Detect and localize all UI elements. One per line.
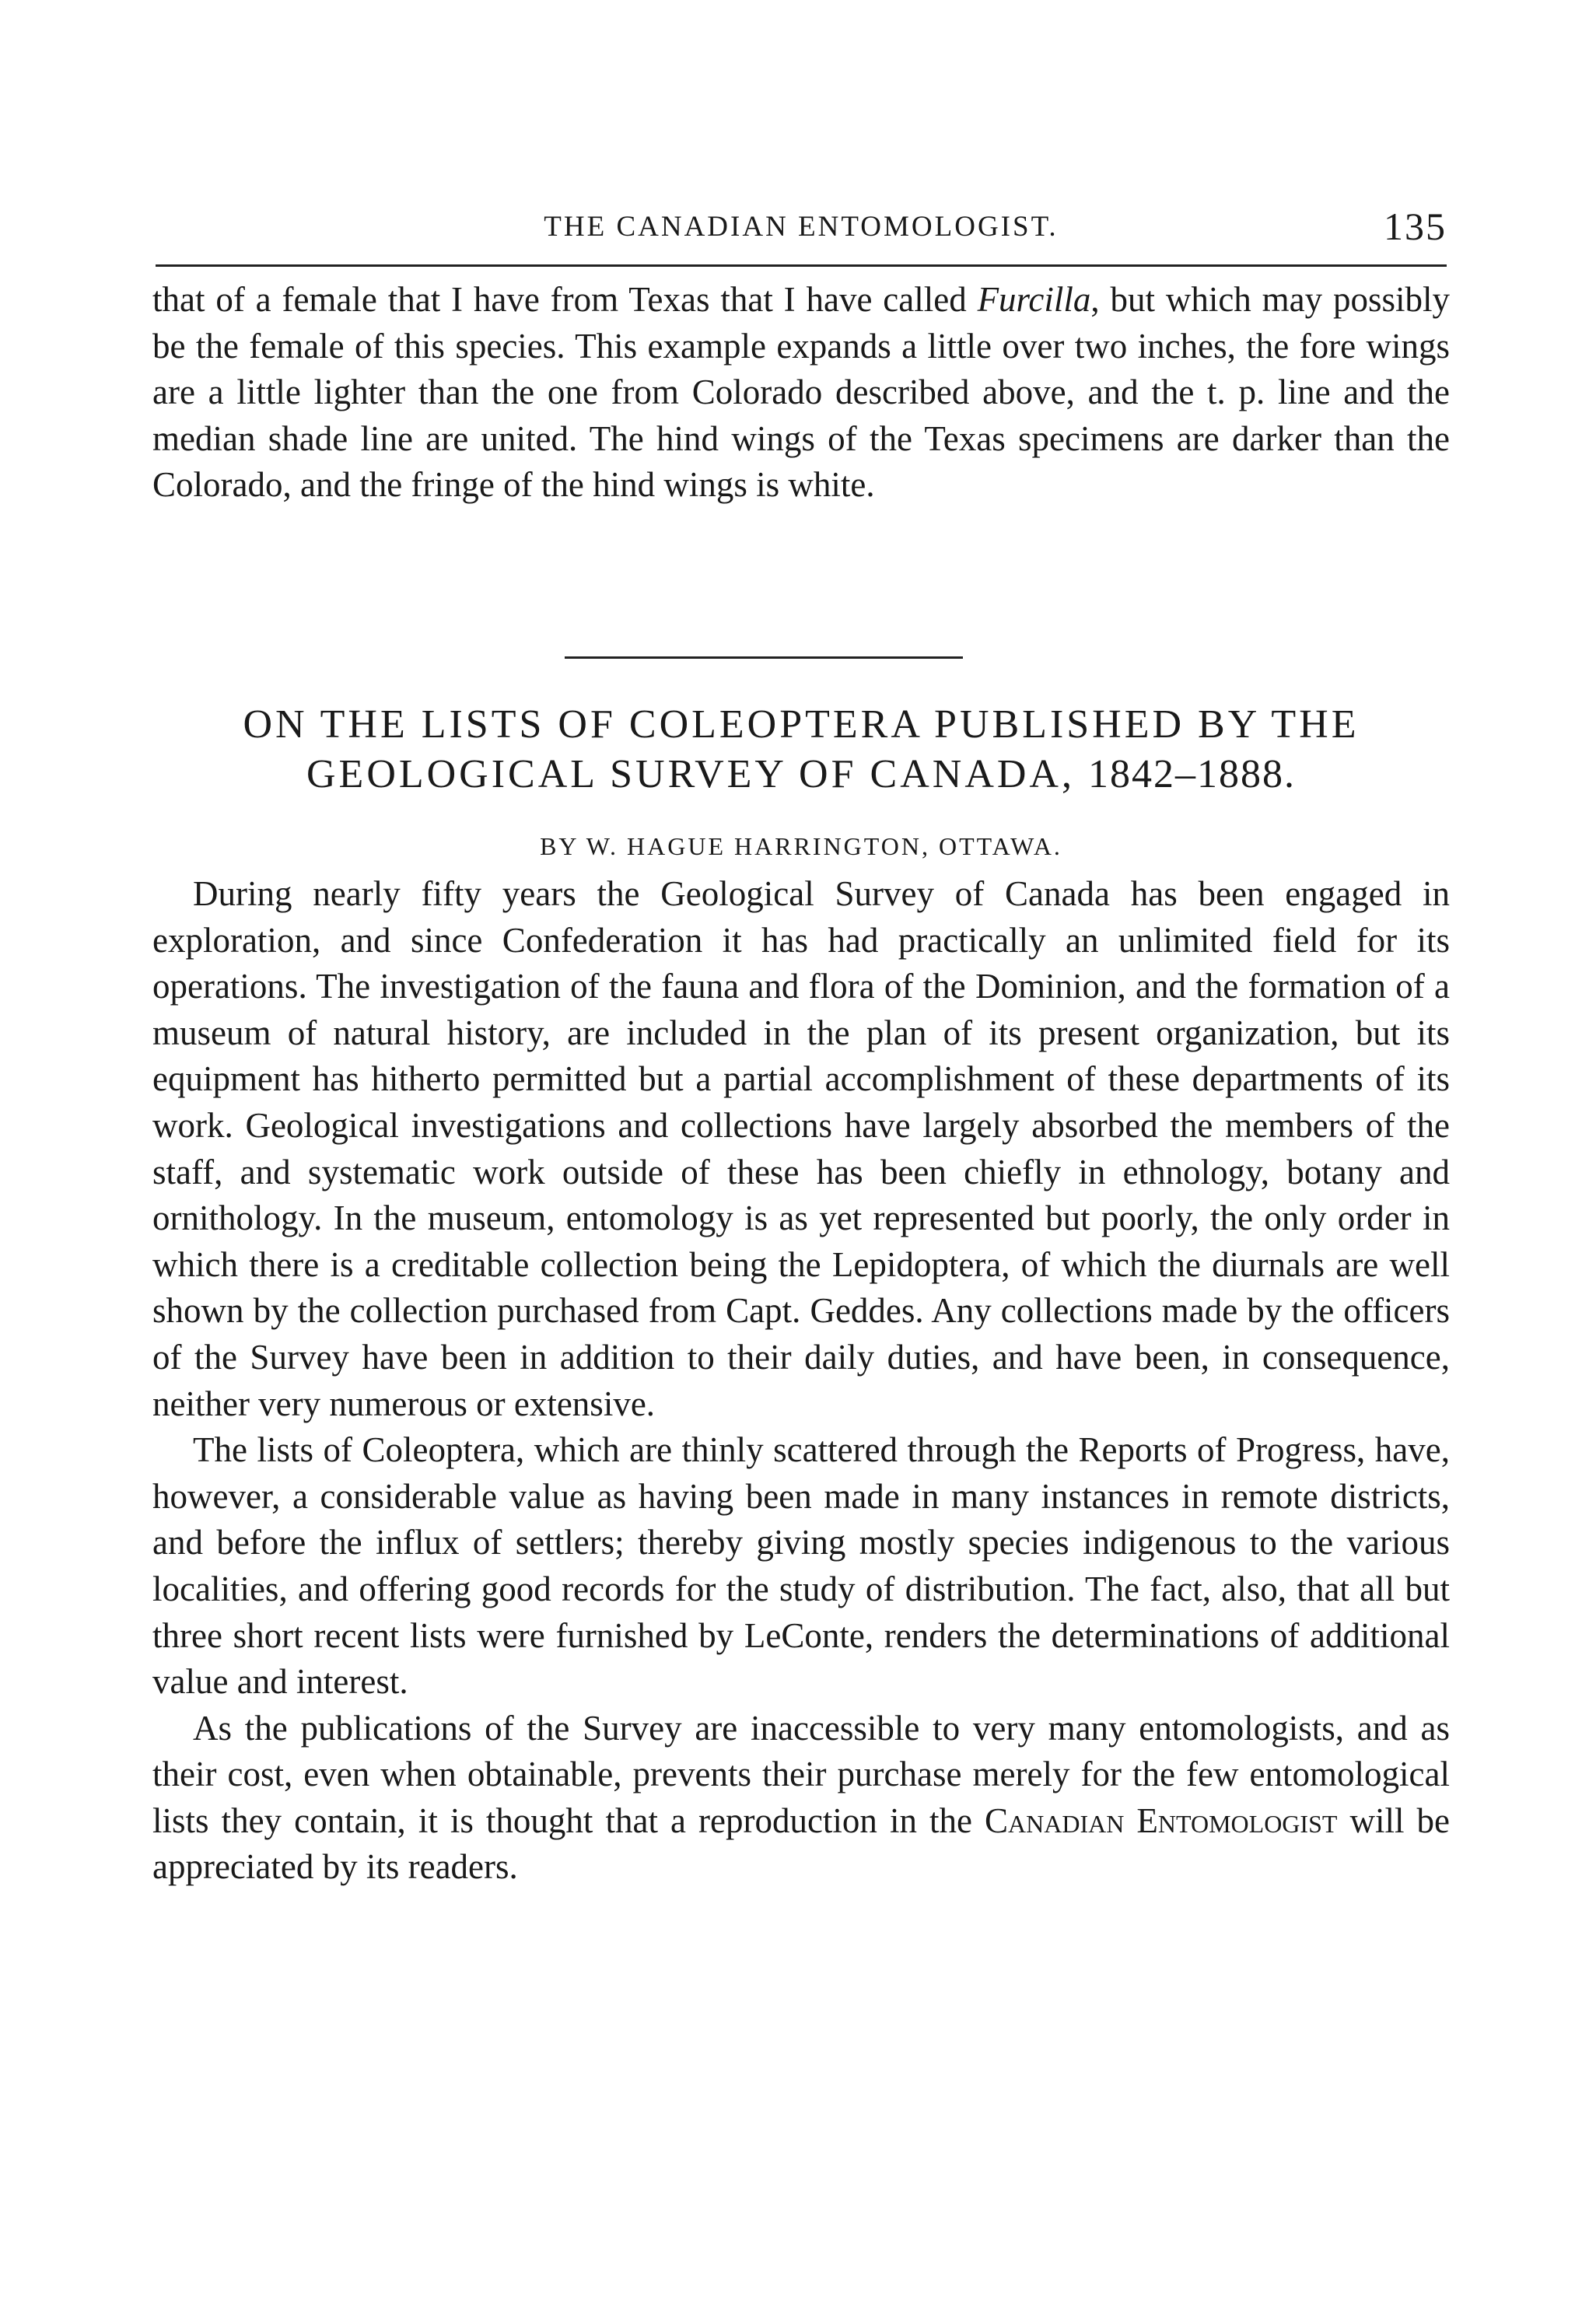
- article-title-line-2: [152, 750, 1450, 800]
- body-paragraph-1: During nearly fifty years the Geological Survey of Canada has been engaged in exploration, and since Confederation it has had practically an unlimited field for its operations. The investigation of the fauna and flora of the Dominion, and the formation of a museum of natural history, are included in the plan of its present organization, but its equipment has hitherto permitted but a partial accomplishment of these departments of its work. Geological investigations and collections have largely absorbed the members of the staff, and systematic work outside of these has been chiefly in ethnology, botany and ornithology. In the museum, entomology is as yet represented but poorly, the only order in which there is a creditable collection being the Lepidoptera, of which the diurnals are well shown by the collection purchased from Capt. Geddes. Any collections made by the officers of the Survey have been in addition to their daily duties, and have been, in consequence, neither very numerous or extensive.: [152, 874, 1450, 1423]
- body-paragraph-2: The lists of Coleoptera, which are thinly scattered through the Reports of Progress, have, however, a considerable value as having been made in many instances in remote districts, and before the influx of settlers; thereby giving mostly species indigenous to the various localities, and offering good records for the study of distribution. The fact, also, that all but three short recent lists were furnished by LeConte, renders the determinations of additional value and interest.: [152, 1430, 1450, 1702]
- page-number: 135: [1384, 205, 1447, 248]
- article-title-line-1: ON THE LISTS OF COLEOPTERA PUBLISHED BY THE: [243, 702, 1360, 747]
- running-head: [156, 204, 1447, 258]
- header-rule: [156, 264, 1447, 267]
- article-title: [152, 700, 1450, 800]
- continued-paragraph-block: [152, 277, 1450, 509]
- article-byline: BY W. HAGUE HARRINGTON, OTTAWA.: [540, 832, 1062, 860]
- intro-text-end: , but which may possibly be the female of this species. This example expands a little over two inches, the fore wings are a little lighter than the one from Colorado described above, and the t. p. line and the median shade line are united. The hind wings of the Texas specimens are darker than the Colorado, and the fringe of the hind wings is white.: [152, 280, 1450, 505]
- continued-paragraph: [152, 277, 1450, 509]
- body-paragraph-3-end: will be appreciated by its readers.: [152, 1800, 1450, 1887]
- intro-text-start: that of a female that I have from Texas that I have called: [152, 280, 978, 319]
- journal-name-small-caps: Canadian Entomologist: [985, 1800, 1338, 1840]
- section-divider: [565, 656, 963, 659]
- article-title-dates: 1842–1888.: [1087, 752, 1296, 796]
- body-paragraph-3-start: As the publications of the Survey are inaccessible to very many entomologists, and as their cost, even when obtainable, prevents their purchase merely for the few entomological lists they contain, it is thought that a reproduction in the: [152, 1708, 1450, 1840]
- species-name-italic: Furcilla: [977, 280, 1091, 319]
- article-title-survey: GEOLOGICAL SURVEY OF CANADA,: [306, 752, 1075, 796]
- body-paragraph-3: [152, 1706, 1450, 1891]
- article-body: [152, 871, 1450, 1891]
- running-title: THE CANADIAN ENTOMOLOGIST.: [544, 211, 1059, 243]
